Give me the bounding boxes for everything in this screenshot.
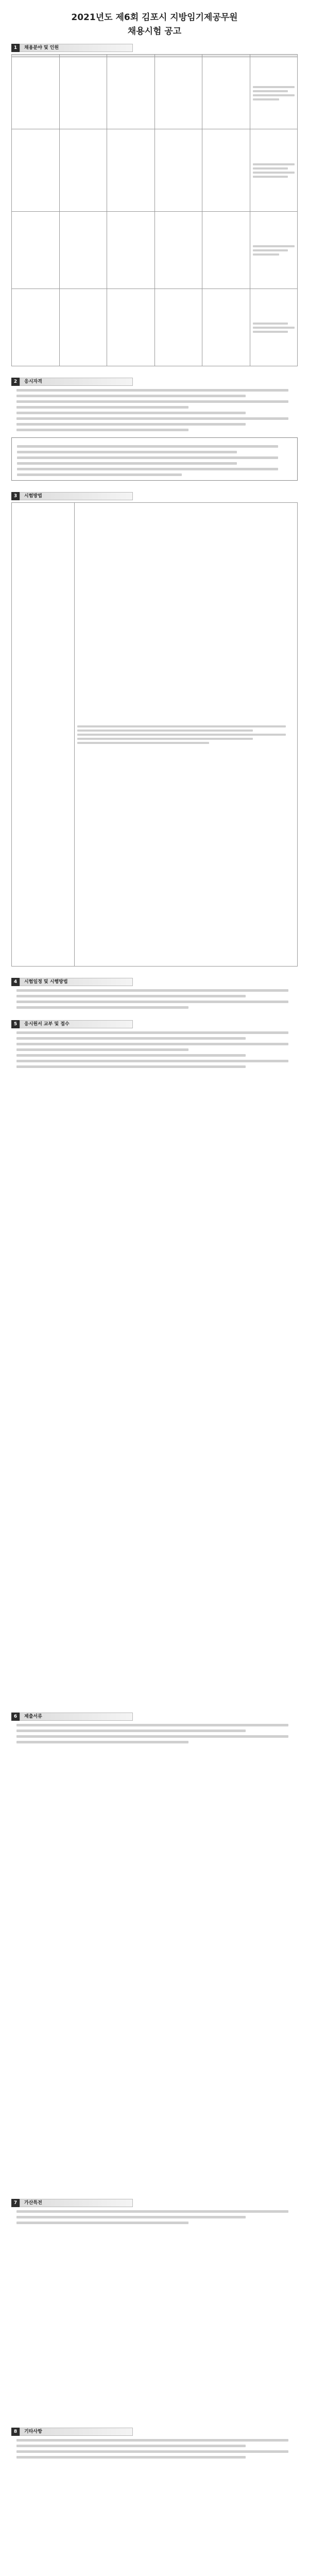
section-title: 제출서류 [20,1713,133,1721]
page-title: 2021년도 제6회 김포시 지방임기제공무원 [71,12,238,23]
note-box [11,437,298,481]
section-header-4 [11,978,298,986]
section-number: 8 [11,2428,20,2436]
section-header-6 [11,1713,298,1721]
section-title: 가산특전 [20,2199,133,2207]
section-header-5 [11,1020,298,1028]
section-header-1 [11,44,298,52]
section-title: 채용분야 및 인원 [20,44,133,52]
section-number: 5 [11,1020,20,1028]
section-number: 4 [11,978,20,986]
section-title: 시험일정 및 시행방법 [20,978,133,986]
section-title: 기타사항 [20,2428,133,2436]
section-body [11,2210,298,2416]
section-title: 응시원서 교부 및 접수 [20,1020,133,1028]
table-row [12,289,298,366]
top-note [11,0,298,3]
section-body [11,1724,298,2188]
section-body [11,989,298,1009]
section-number: 6 [11,1713,20,1721]
section-number: 7 [11,2199,20,2207]
section-body [11,389,298,431]
section-number: 1 [11,44,20,52]
section-header-2 [11,378,298,386]
recruitment-table [11,54,298,366]
section-number: 2 [11,378,20,386]
table-row [12,212,298,289]
section-title: 시험방법 [20,492,133,500]
section-header-8 [11,2428,298,2436]
table-row [12,57,298,129]
table-row [12,129,298,212]
section-title: 응시자격 [20,378,133,386]
section-header-3 [11,492,298,500]
exam-method-table [11,502,298,967]
section-body [11,1031,298,1701]
section-body [11,2439,298,2459]
table-row [12,503,298,967]
page-title-sub: 채용시험 공고 [127,26,182,37]
section-header-7 [11,2199,298,2207]
section-number: 3 [11,492,20,500]
